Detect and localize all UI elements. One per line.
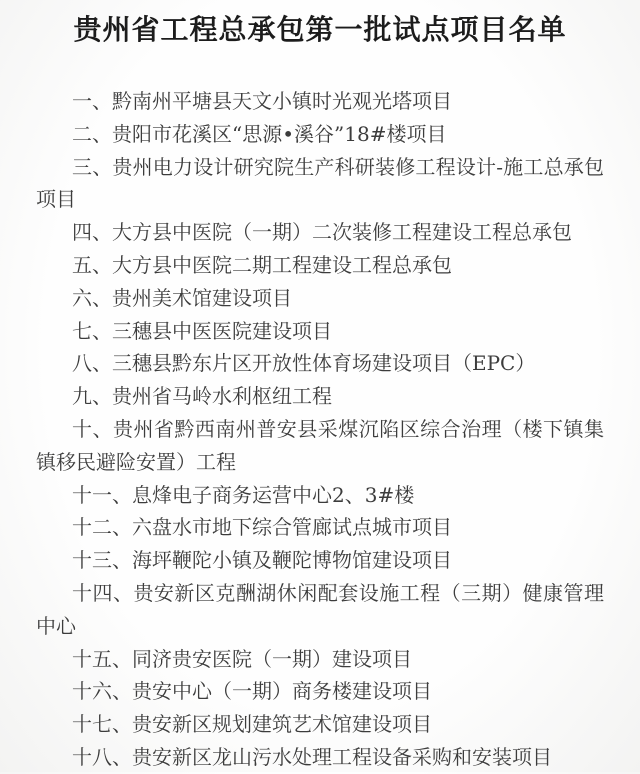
list-item: 七、三穗县中医医院建设项目 (72, 318, 332, 343)
list-item: 十四、贵安新区克酬湖休闲配套设施工程（三期）健康管理中心 (36, 580, 604, 638)
list-item: 六、贵州美术馆建设项目 (72, 285, 292, 310)
list-item: 三、贵州电力设计研究院生产科研装修工程设计-施工总承包项目 (36, 154, 604, 212)
list-item: 九、贵州省马岭水利枢纽工程 (72, 384, 332, 409)
list-item: 十七、贵安新区规划建筑艺术馆建设项目 (72, 712, 432, 737)
list-item: 十三、海坪鞭陀小镇及鞭陀博物馆建设项目 (72, 548, 452, 573)
list-item: 二、贵阳市花溪区“思源•溪谷”18#楼项目 (72, 121, 447, 146)
list-item: 四、大方县中医院（一期）二次装修工程建设工程总承包 (72, 220, 572, 245)
list-item: 十二、六盘水市地下综合管廊试点城市项目 (72, 515, 452, 540)
list-item: 五、大方县中医院二期工程建设工程总承包 (72, 252, 452, 277)
list-item: 一、黔南州平塘县天文小镇时光观光塔项目 (72, 89, 452, 113)
list-item: 十六、贵安中心（一期）商务楼建设项目 (72, 679, 432, 704)
list-item: 十五、同济贵安医院（一期）建设项目 (72, 646, 412, 671)
list-item: 八、三穗县黔东片区开放性体育场建设项目（EPC） (72, 351, 536, 376)
list-item: 十八、贵安新区龙山污水处理工程设备采购和安装项目 (72, 744, 552, 769)
document-title: 贵州省工程总承包第一批试点项目名单 (73, 13, 567, 46)
list-item: 十一、息烽电子商务运营中心2、3#楼 (72, 482, 415, 507)
project-list (36, 85, 604, 774)
list-item: 十、贵州省黔西南州普安县采煤沉陷区综合治理（楼下镇集镇移民避险安置）工程 (36, 416, 604, 474)
